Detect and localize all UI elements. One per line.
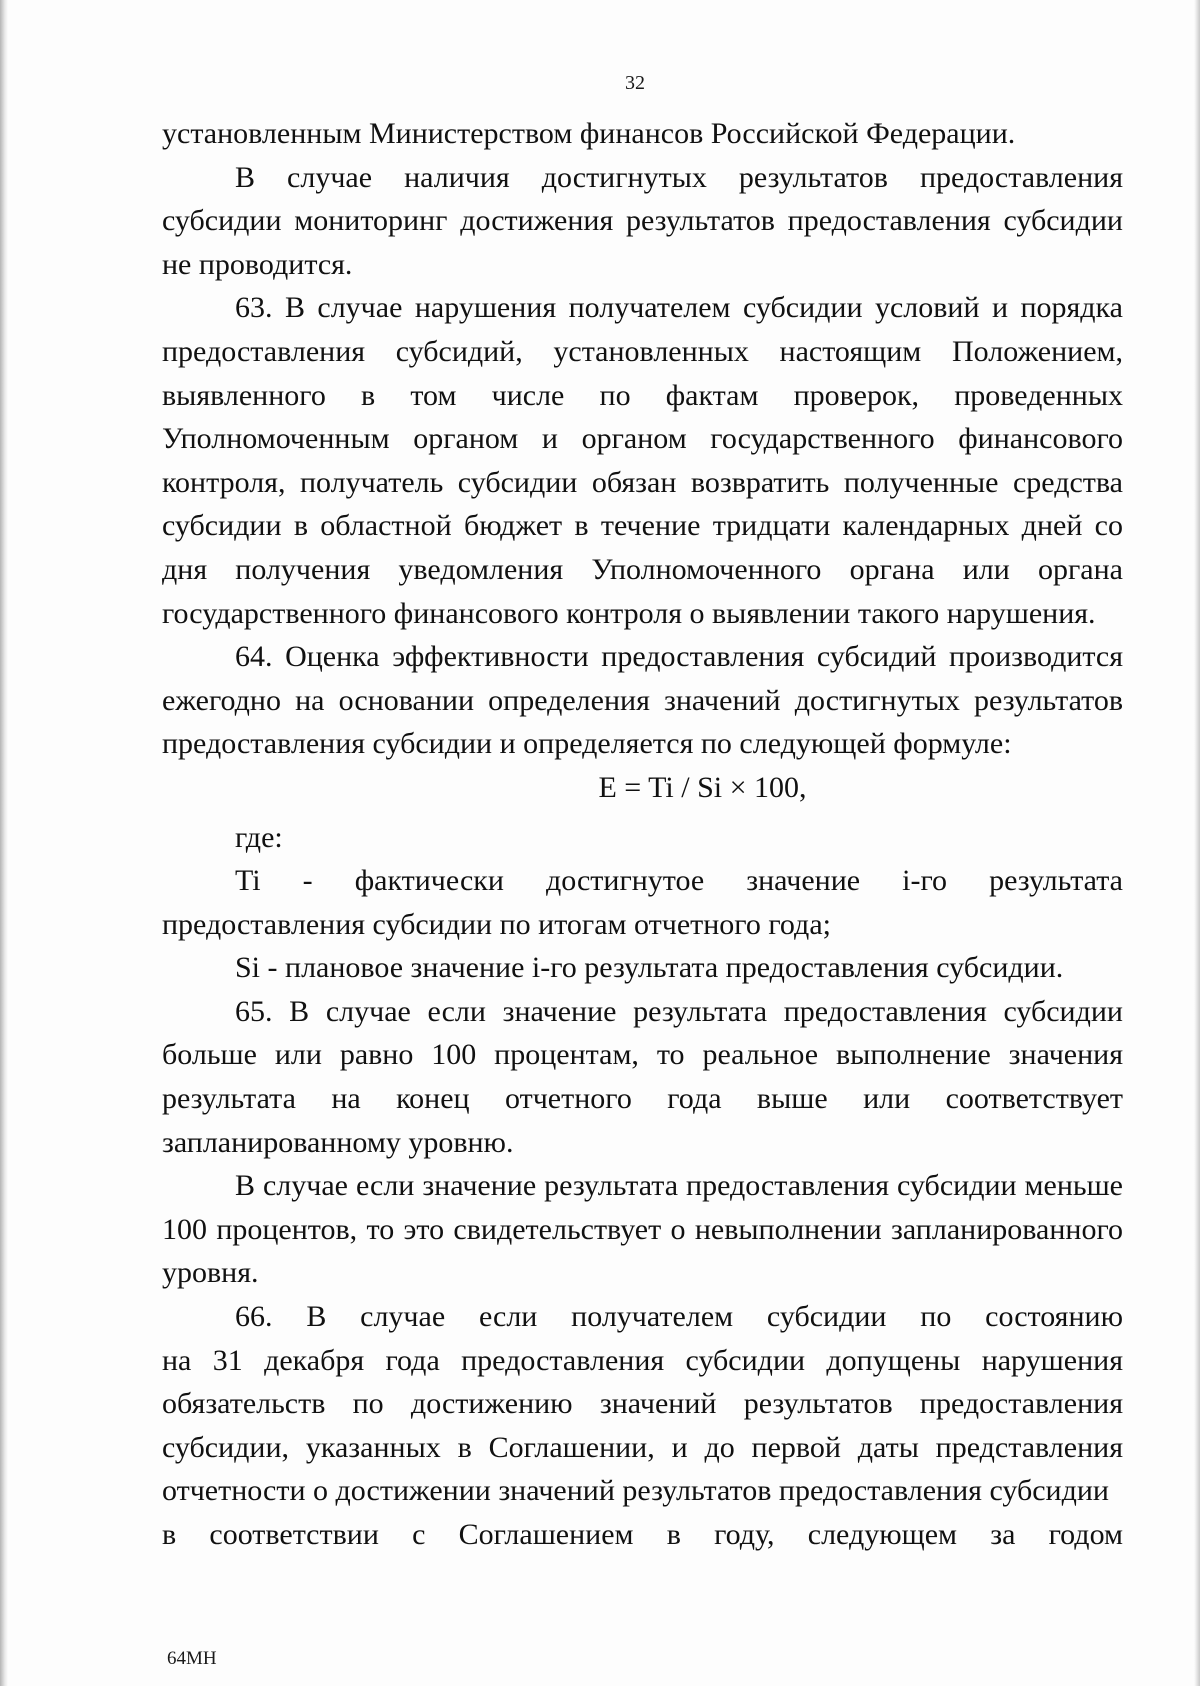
definition-ti: Ti - фактически достигнутое значение i-го результата предоставления субсидии по итогам отчетного года;	[162, 864, 1123, 941]
paragraph-65-continuation: В случае если значение результата предоставления субсидии меньше 100 процентов, то это свидетельствует о невыполнении запланированного уровня.	[162, 1169, 1123, 1290]
paragraph-64: 64. Оценка эффективности предоставления субсидий производится ежегодно на основании определения значений достигнутых результатов предоставления субсидии и определяется по следующей формуле:	[162, 640, 1123, 761]
paragraph-66-last-line: в соответствии с Соглашением в году, следующем за годом	[162, 1518, 1123, 1551]
paragraph-monitoring: В случае наличия достигнутых результатов предоставления субсидии мониторинг достижения результатов предоставления субсидии не проводится.	[162, 160, 1123, 281]
footer-document-code: 64МН	[167, 1648, 217, 1669]
paragraph-65: 65. В случае если значение результата предоставления субсидии больше или равно 100 процентам, то реальное выполнение значения результата на конец отчетного года выше или соответствует запланированному уровню.	[162, 994, 1123, 1159]
paragraph-continuation: установленным Министерством финансов Российской Федерации.	[162, 117, 1016, 150]
paragraph-66-first-line: 66. В случае если получателем субсидии по состоянию	[235, 1300, 1123, 1334]
document-body	[162, 112, 1123, 1557]
paragraph-66-body: на 31 декабря года предоставления субсидии допущены нарушения обязательств по достижению значений результатов предоставления субсидии, указанных в Соглашении, и до первой даты представления отчетности о достижении значений результатов предоставления субсидии	[162, 1343, 1123, 1508]
page-number: 32	[625, 72, 645, 94]
formula-where-label: где:	[235, 820, 283, 854]
formula: E = Ti / Si × 100,	[598, 770, 807, 804]
paragraph-63: 63. В случае нарушения получателем субсидии условий и порядка предоставления субсидий, установленных настоящим Положением, выявленного в том числе по фактам проверок, проведенных Уполномоченным органом и органом государственного финансового контроля, получатель субсидии обязан возвратить полученные средства субсидии в областной бюджет в течение тридцати календарных дней со дня получения уведомления Уполномоченного органа или органа государственного финансового контроля о выявлении такого нарушения.	[162, 291, 1123, 630]
scan-edge-right	[1194, 0, 1200, 1686]
scan-edge-left	[0, 0, 8, 1686]
definition-si: Si - плановое значение i-го результата предоставления субсидии.	[235, 951, 1064, 985]
